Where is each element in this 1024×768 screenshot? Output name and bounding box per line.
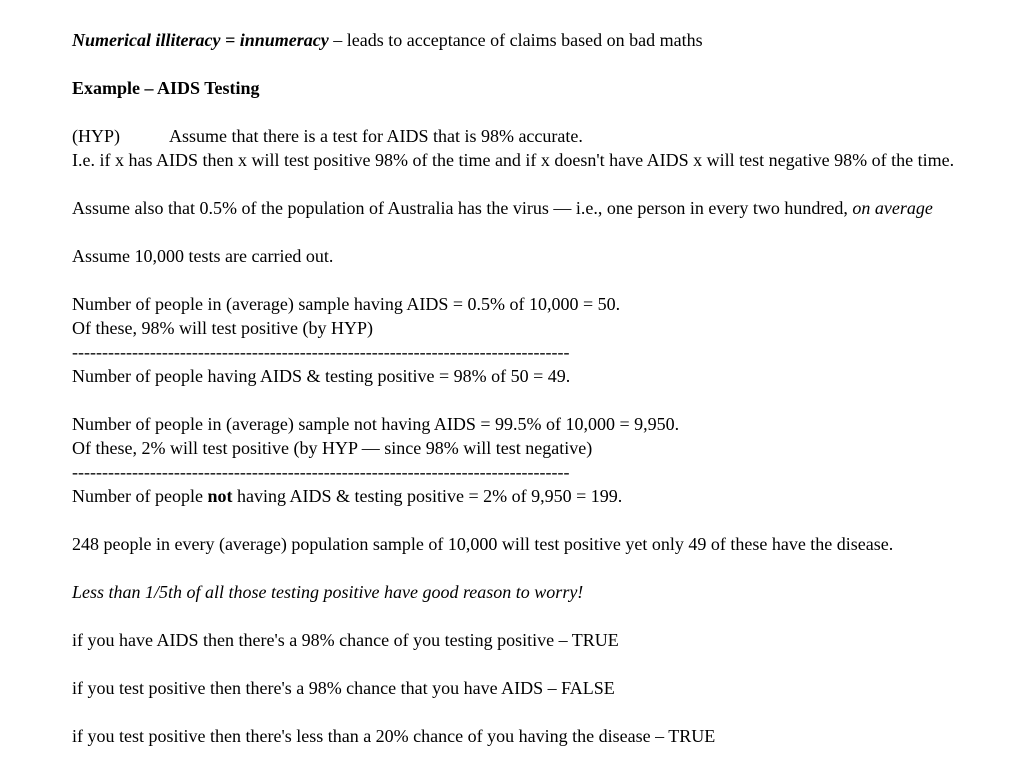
- divider-2: -----------------------------------------------------------------------------------: [72, 462, 570, 482]
- aids-sample-line: Number of people in (average) sample having AIDS = 0.5% of 10,000 = 50.: [72, 294, 621, 314]
- hypothesis-line: [72, 124, 1024, 148]
- result-prefix: Number of people: [72, 486, 208, 506]
- population-text: Assume also that 0.5% of the population of Australia has the virus — i.e., one person in every two hundred,: [72, 198, 853, 218]
- document-body: [72, 28, 1024, 748]
- aids-positive-result: Number of people having AIDS & testing positive = 98% of 50 = 49.: [72, 366, 571, 386]
- population-emphasis: on average: [852, 198, 933, 218]
- hypothesis-tag: (HYP): [72, 126, 120, 146]
- innumeracy-description: – leads to acceptance of claims based on bad maths: [328, 30, 703, 50]
- divider-1: -----------------------------------------------------------------------------------: [72, 342, 570, 362]
- worry-line: Less than 1/5th of all those testing positive have good reason to worry!: [72, 582, 584, 602]
- claim-1: if you have AIDS then there's a 98% chance of you testing positive – TRUE: [72, 630, 619, 650]
- population-line: [72, 196, 1024, 220]
- intro-line: [72, 28, 1024, 52]
- hypothesis-explanation: I.e. if x has AIDS then x will test positive 98% of the time and if x doesn't have AIDS x will test negative 98% of the time.: [72, 150, 955, 170]
- result-not: not: [207, 486, 233, 506]
- result-suffix: having AIDS & testing positive = 2% of 9,950 = 199.: [232, 486, 623, 506]
- no-aids-sample-line: Number of people in (average) sample not having AIDS = 99.5% of 10,000 = 9,950.: [72, 414, 680, 434]
- innumeracy-term: Numerical illiteracy = innumeracy: [72, 30, 329, 50]
- summary-line: 248 people in every (average) population sample of 10,000 will test positive yet only 49 of these have the disease.: [72, 534, 894, 554]
- example-heading: Example – AIDS Testing: [72, 78, 260, 98]
- claim-2: if you test positive then there's a 98% chance that you have AIDS – FALSE: [72, 678, 615, 698]
- tests-line: Assume 10,000 tests are carried out.: [72, 246, 334, 266]
- no-aids-positive-line: Of these, 2% will test positive (by HYP — since 98% will test negative): [72, 438, 593, 458]
- claim-3: if you test positive then there's less than a 20% chance of you having the disease – TRUE: [72, 726, 716, 746]
- aids-positive-line: Of these, 98% will test positive (by HYP): [72, 318, 373, 338]
- hypothesis-text: Assume that there is a test for AIDS that is 98% accurate.: [169, 126, 583, 146]
- no-aids-positive-result: [72, 484, 1024, 508]
